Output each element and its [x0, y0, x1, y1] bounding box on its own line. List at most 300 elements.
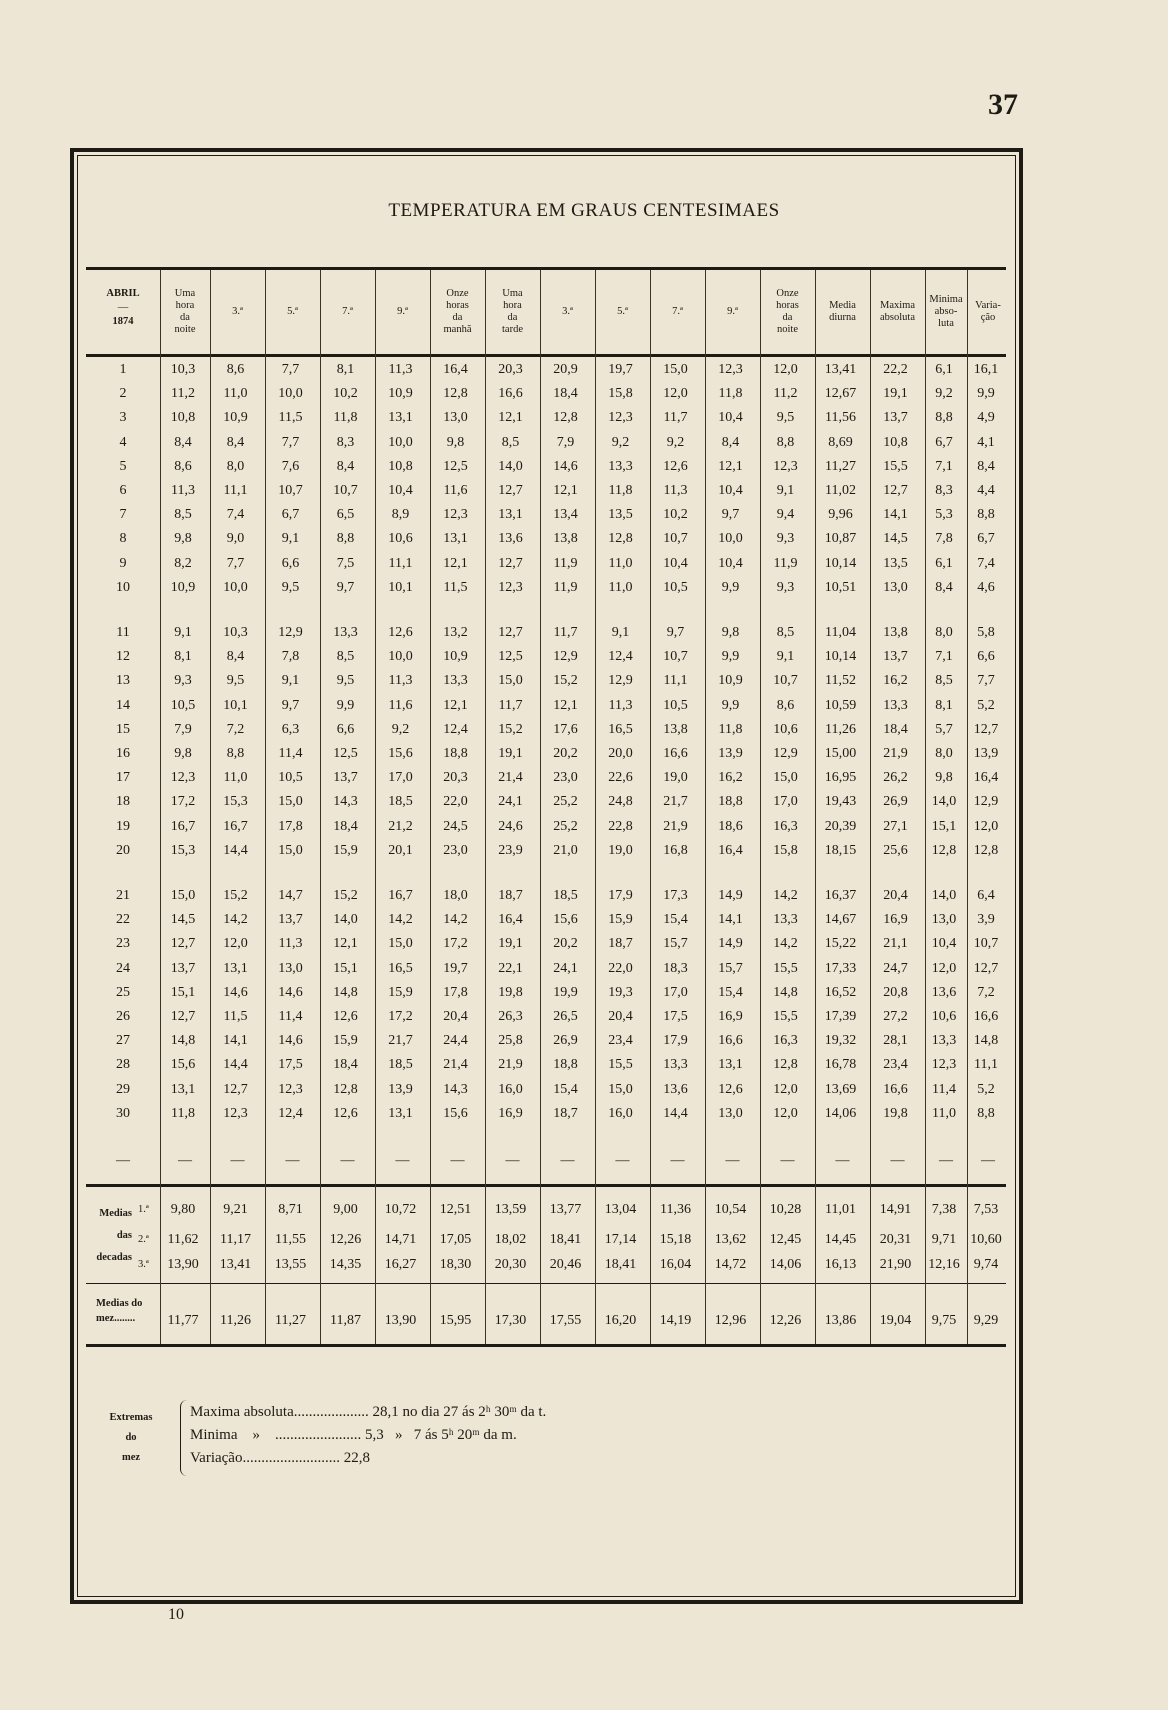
table-cell: 17,5	[278, 1057, 303, 1073]
table-cell: 20,2	[553, 936, 578, 952]
decade-mean-cell: 14,71	[384, 1232, 417, 1247]
table-cell: 10,4	[388, 483, 413, 498]
table-cell: 19,0	[608, 842, 633, 858]
decade-mean-cell: 11,62	[167, 1232, 199, 1247]
table-cell: 17,0	[388, 770, 413, 786]
table-cell: 16,7	[223, 818, 248, 834]
table-cell: 8,0	[226, 458, 245, 474]
table-cell: 8,6	[776, 697, 795, 713]
table-cell: 12,6	[333, 1105, 358, 1121]
table-cell: 17,2	[443, 936, 468, 952]
table-cell: 13,0	[278, 960, 303, 976]
dash-cell: —	[780, 1153, 795, 1168]
decade-mean-cell: 11,55	[275, 1232, 306, 1247]
table-cell: 9,7	[666, 625, 685, 640]
table-cell: 13,7	[170, 960, 196, 976]
table-cell: 19,8	[883, 1105, 908, 1121]
table-cell: 10,0	[388, 434, 413, 450]
table-cell: 8,8	[977, 1105, 995, 1121]
decade-mean-cell: 13,62	[714, 1232, 747, 1247]
column-header: horas	[446, 300, 469, 311]
table-cell: 13,9	[388, 1081, 413, 1097]
table-cell: 12,8	[773, 1057, 798, 1073]
table-cell: 11,5	[278, 410, 303, 426]
table-cell: 9,7	[721, 507, 740, 523]
table-cell: 18,0	[443, 888, 468, 903]
table-cell: 19,8	[498, 984, 523, 1000]
table-cell: 13,4	[553, 507, 578, 523]
table-cell: 12,1	[498, 410, 523, 426]
table-cell: 13,6	[663, 1081, 688, 1097]
table-cell: 8,6	[226, 362, 245, 377]
table-cell: 15,1	[931, 818, 957, 834]
month-mean-cell: 9,29	[973, 1313, 999, 1328]
table-cell: 11,9	[553, 555, 578, 571]
decade-mean-cell: 13,77	[549, 1202, 582, 1217]
table-cell: 9,5	[226, 673, 245, 689]
table-cell: 12,0	[663, 386, 688, 402]
column-header: 3.ª	[562, 306, 573, 317]
table-cell: 10,1	[223, 697, 248, 713]
table-cell: 12,3	[718, 362, 743, 377]
table-cell: 15,4	[718, 984, 743, 1000]
decade-mean-cell: 9,71	[931, 1232, 957, 1247]
decade-mean-cell: 14,35	[329, 1257, 362, 1272]
table-cell: 8,8	[226, 746, 245, 761]
table-cell: 13,3	[883, 697, 908, 713]
column-header: abso-	[934, 306, 958, 317]
extremes-label: Extremas	[109, 1412, 153, 1423]
table-cell: 12,5	[333, 746, 358, 761]
table-cell: 7,1	[935, 458, 953, 474]
table-cell: 18,15	[824, 842, 857, 858]
table-cell: 9,1	[611, 625, 630, 640]
table-cell: 18,4	[883, 721, 908, 737]
table-cell: 13,69	[824, 1081, 857, 1097]
column-header: noite	[777, 324, 798, 335]
table-cell: 12,0	[773, 362, 798, 377]
table-cell: 12,67	[824, 386, 857, 402]
table-cell: 11,02	[825, 483, 856, 498]
dash-cell: —	[939, 1153, 953, 1168]
table-cell: 9,96	[828, 507, 853, 523]
table-cell: 18,4	[553, 386, 578, 402]
table-cell: 13,3	[663, 1057, 688, 1073]
table-cell: 6,4	[977, 888, 995, 903]
column-header: absoluta	[880, 312, 915, 323]
table-cell: 10,9	[223, 410, 248, 426]
table-cell: 16,52	[824, 984, 857, 1000]
table-cell: 9,9	[336, 697, 355, 713]
table-cell: 11,3	[171, 483, 195, 498]
table-cell: 13,3	[443, 673, 468, 689]
decade-mean-cell: 8,71	[278, 1202, 303, 1217]
table-cell: 6,7	[281, 507, 300, 523]
table-cell: 12,7	[498, 625, 523, 640]
column-header: 5.ª	[617, 306, 628, 317]
table-cell: 24,5	[443, 818, 468, 834]
table-cell: 12,6	[718, 1081, 743, 1097]
table-cell: 13,0	[718, 1105, 743, 1121]
table-cell: 16,0	[498, 1081, 523, 1097]
table-cell: 14,2	[443, 912, 468, 928]
table-cell: 9,5	[776, 410, 795, 426]
table-cell: 10,9	[388, 386, 413, 402]
table-cell: 11,4	[278, 1009, 303, 1024]
table-cell: 12,3	[170, 770, 196, 786]
day-number: 16	[116, 746, 130, 761]
table-cell: 9,7	[336, 579, 355, 595]
month-mean-cell: 17,55	[549, 1313, 582, 1328]
table-cell: 12,6	[388, 625, 413, 640]
decade-mean-cell: 13,04	[604, 1202, 637, 1217]
dash-cell: —	[890, 1153, 905, 1168]
table-cell: 21,9	[663, 818, 688, 834]
table-cell: 11,8	[333, 410, 358, 426]
table-cell: 8,69	[828, 434, 853, 450]
table-cell: 14,06	[824, 1105, 857, 1121]
table-cell: 12,3	[223, 1105, 248, 1121]
table-cell: 20,4	[883, 888, 908, 903]
table-cell: 9,2	[666, 434, 685, 450]
decade-mean-cell: 10,72	[384, 1202, 417, 1217]
dash-cell: —	[230, 1153, 245, 1168]
decade-mean-cell: 13,55	[274, 1257, 307, 1272]
decade-mean-cell: 20,31	[879, 1232, 912, 1247]
table-cell: 7,2	[226, 721, 245, 737]
day-number: 23	[116, 936, 130, 952]
table-cell: 19,7	[443, 960, 468, 976]
decade-mean-cell: 17,14	[604, 1232, 637, 1247]
table-cell: 5,7	[935, 721, 953, 737]
table-cell: 6,3	[281, 721, 300, 737]
table-cell: 17,39	[824, 1009, 857, 1024]
table-cell: 15,9	[333, 1033, 358, 1049]
table-cell: 7,4	[226, 507, 245, 523]
table-cell: 8,9	[391, 507, 410, 523]
day-number: 11	[116, 625, 130, 640]
table-cell: 8,0	[935, 746, 953, 761]
table-cell: 9,9	[721, 579, 740, 595]
decade-mean-cell: 11,01	[825, 1202, 856, 1217]
means-top-rule	[86, 1184, 1006, 1187]
column-header: manhã	[443, 324, 472, 335]
table-cell: 8,5	[935, 673, 953, 689]
table-cell: 16,4	[718, 842, 743, 858]
table-cell: 13,6	[931, 984, 957, 1000]
table-cell: 16,6	[663, 746, 688, 761]
table-cell: 28,1	[883, 1033, 908, 1049]
table-cell: 7,5	[336, 555, 355, 571]
table-cell: 15,7	[663, 936, 688, 952]
table-cell: 7,2	[977, 984, 995, 1000]
column-header: hora	[175, 300, 195, 311]
extremes-line: Minima » ....................... 5,3 » 7 ás 5ʰ 20ᵐ da m.	[190, 1427, 517, 1443]
month-mean-label: Medias do	[96, 1298, 143, 1309]
table-cell: 9,3	[776, 531, 795, 547]
table-cell: 14,9	[718, 888, 743, 903]
table-cell: 15,0	[773, 770, 798, 786]
decade-mean-cell: 9,00	[333, 1202, 358, 1217]
table-cell: 6,7	[977, 531, 995, 547]
header-top-rule	[86, 267, 1006, 270]
table-cell: 11,0	[223, 770, 248, 786]
dash-cell: —	[725, 1153, 740, 1168]
decade-mean-cell: 20,46	[549, 1257, 582, 1272]
table-cell: 8,5	[174, 507, 192, 523]
table-cell: 13,7	[883, 410, 908, 426]
decade-mean-cell: 14,91	[879, 1202, 912, 1217]
column-header: 7.ª	[342, 306, 353, 317]
table-cell: 16,9	[718, 1009, 743, 1024]
column-header: da	[782, 312, 793, 323]
table-cell: 16,78	[824, 1057, 857, 1073]
table-cell: 25,2	[553, 794, 578, 810]
table-cell: 6,6	[977, 649, 995, 665]
table-cell: 10,6	[931, 1009, 957, 1024]
table-cell: 14,0	[931, 794, 957, 810]
table-cell: 13,1	[718, 1057, 743, 1073]
table-cell: 6,5	[336, 507, 355, 523]
table-cell: 12,1	[718, 458, 743, 474]
decade-mean-cell: 10,60	[970, 1232, 1002, 1247]
column-header: Uma	[174, 288, 196, 299]
table-cell: 17,5	[663, 1009, 688, 1024]
column-header: da	[507, 312, 518, 323]
table-cell: 3,9	[977, 912, 995, 928]
decade-label: decadas	[96, 1252, 132, 1263]
table-cell: 10,6	[388, 531, 413, 547]
table-cell: 18,5	[388, 1057, 413, 1073]
table-cell: 15,00	[824, 746, 857, 761]
dash-cell: —	[395, 1153, 410, 1168]
table-cell: 9,9	[721, 649, 740, 665]
table-cell: 23,9	[498, 842, 523, 858]
table-cell: 10,0	[223, 579, 248, 595]
table-cell: 11,3	[663, 483, 688, 498]
table-cell: 16,7	[388, 888, 413, 903]
table-cell: 11,27	[825, 458, 856, 474]
day-number: 30	[116, 1105, 130, 1121]
decade-mean-cell: 9,74	[973, 1257, 999, 1272]
table-cell: 11,3	[388, 673, 413, 689]
table-cell: 24,4	[443, 1033, 468, 1049]
table-cell: 10,8	[883, 434, 908, 450]
table-cell: 8,8	[776, 434, 795, 450]
table-cell: 14,7	[278, 888, 303, 903]
table-cell: 19,3	[608, 984, 633, 1000]
table-cell: 16,4	[443, 362, 468, 377]
column-header: Onze	[776, 288, 799, 299]
table-cell: 15,0	[663, 362, 688, 377]
table-cell: 12,7	[498, 483, 523, 498]
table-cell: 15,7	[718, 960, 743, 976]
table-cell: 12,7	[973, 721, 999, 737]
table-cell: 20,2	[553, 746, 578, 761]
table-cell: 12,1	[553, 697, 578, 713]
table-cell: 20,1	[388, 842, 413, 858]
table-cell: 15,5	[883, 458, 908, 474]
column-header: ção	[980, 312, 996, 323]
day-number: 5	[119, 458, 127, 474]
table-cell: 18,8	[553, 1057, 578, 1073]
table-cell: 12,9	[553, 649, 578, 665]
column-header: da	[452, 312, 463, 323]
table-cell: 17,33	[824, 960, 857, 976]
table-cell: 10,9	[718, 673, 743, 689]
table-cell: 15,4	[553, 1081, 578, 1097]
column-header: noite	[174, 324, 196, 335]
decade-mean-cell: 9,21	[223, 1202, 248, 1217]
page-number: 37	[988, 88, 1018, 121]
day-number: 29	[116, 1081, 130, 1097]
table-cell: 8,4	[721, 434, 740, 450]
table-cell: 10,4	[718, 410, 743, 426]
table-cell: 12,1	[443, 555, 468, 571]
table-cell: 16,5	[388, 960, 413, 976]
table-cell: 11,52	[825, 673, 856, 689]
column-header: Uma	[502, 288, 523, 299]
table-cell: 13,3	[931, 1033, 957, 1049]
table-cell: 12,4	[278, 1105, 303, 1121]
table-cell: 13,8	[883, 625, 908, 640]
table-cell: 14,1	[223, 1033, 248, 1049]
table-cell: 10,7	[773, 673, 798, 689]
table-cell: 14,0	[931, 888, 957, 903]
table-cell: 10,2	[663, 507, 688, 523]
table-cell: 8,2	[174, 555, 192, 571]
table-cell: 16,95	[824, 770, 857, 786]
decade-mean-cell: 18,41	[604, 1257, 637, 1272]
table-cell: 15,8	[608, 386, 633, 402]
table-cell: 11,7	[663, 410, 688, 426]
decade-mean-cell: 21,90	[879, 1257, 912, 1272]
table-cell: 15,5	[773, 1009, 798, 1024]
table-cell: 17,0	[663, 984, 688, 1000]
table-cell: 14,2	[773, 888, 798, 903]
day-number: 26	[116, 1009, 130, 1024]
day-number: 14	[116, 697, 130, 713]
month-mean-label: mez........	[96, 1313, 136, 1324]
decade-mean-cell: 20,30	[494, 1257, 527, 1272]
table-cell: 11,3	[388, 362, 413, 377]
table-cell: 10,3	[223, 625, 248, 640]
table-cell: 15,5	[773, 960, 798, 976]
table-cell: 11,1	[663, 673, 688, 689]
table-cell: 11,0	[608, 555, 633, 571]
table-cell: 12,8	[973, 842, 999, 858]
table-cell: 23,4	[883, 1057, 908, 1073]
table-cell: 12,3	[773, 458, 798, 474]
table-cell: 12,3	[931, 1057, 957, 1073]
table-cell: 11,26	[825, 721, 856, 737]
table-cell: 11,5	[223, 1009, 248, 1024]
table-cell: 23,0	[443, 842, 468, 858]
table-cell: 11,0	[223, 386, 248, 402]
table-cell: 16,7	[170, 818, 196, 834]
decade-mean-cell: 12,26	[329, 1232, 362, 1247]
table-cell: 10,4	[718, 555, 743, 571]
table-cell: 17,3	[663, 888, 688, 903]
table-cell: 11,04	[825, 625, 856, 640]
table-cell: 22,6	[608, 770, 633, 786]
table-cell: 9,2	[611, 434, 630, 450]
table-cell: 7,8	[281, 649, 300, 665]
dash-cell: —	[615, 1153, 630, 1168]
table-cell: 14,6	[553, 458, 578, 474]
day-number: 6	[119, 483, 127, 498]
table-cell: 15,6	[388, 746, 413, 761]
table-cell: 16,1	[973, 362, 999, 377]
column-header: Maxima	[880, 300, 915, 311]
table-cell: 15,3	[170, 842, 196, 858]
table-cell: 8,5	[336, 649, 355, 665]
table-cell: 10,4	[663, 555, 688, 571]
month-mean-cell: 13,90	[384, 1313, 417, 1328]
table-cell: 14,8	[973, 1033, 999, 1049]
column-header: diurna	[829, 312, 856, 323]
table-cell: 12,9	[973, 794, 999, 810]
table-cell: 10,2	[333, 386, 358, 402]
table-cell: 23,4	[608, 1033, 633, 1049]
table-cell: 17,6	[553, 721, 578, 737]
table-cell: 9,8	[935, 770, 953, 786]
dash-cell: —	[670, 1153, 685, 1168]
decade-mean-cell: 13,90	[167, 1257, 199, 1272]
table-cell: 16,3	[773, 1033, 798, 1049]
day-number: 21	[116, 888, 130, 903]
table-cell: 13,3	[608, 458, 633, 474]
table-cell: 14,4	[663, 1105, 688, 1121]
table-cell: 5,2	[977, 1081, 995, 1097]
column-header: Media	[829, 300, 856, 311]
means-bottom-rule	[86, 1344, 1006, 1347]
table-cell: 12,5	[443, 458, 468, 474]
table-cell: 15,22	[824, 936, 857, 952]
table-cell: 13,1	[388, 1105, 413, 1121]
table-cell: 20,4	[443, 1009, 468, 1024]
table-cell: 5,2	[977, 697, 995, 713]
table-cell: 22,8	[608, 818, 633, 834]
table-cell: 13,8	[553, 531, 578, 547]
table-cell: 14,6	[223, 984, 248, 1000]
table-cell: 9,0	[226, 531, 245, 547]
table-cell: 17,2	[388, 1009, 413, 1024]
table-cell: 26,5	[553, 1009, 578, 1024]
table-cell: 15,9	[608, 912, 633, 928]
table-cell: 9,1	[281, 673, 300, 689]
month-mean-cell: 11,77	[167, 1313, 199, 1328]
table-cell: 16,9	[883, 912, 908, 928]
month-mean-cell: 14,19	[659, 1313, 692, 1328]
table-cell: 16,4	[498, 912, 523, 928]
table-cell: 11,8	[718, 386, 743, 402]
table-cell: 14,2	[223, 912, 248, 928]
day-number: 19	[116, 818, 130, 834]
decade-mean-cell: 16,04	[659, 1257, 692, 1272]
day-number: 9	[119, 555, 127, 571]
table-cell: 7,9	[556, 434, 575, 450]
table-cell: 15,2	[498, 721, 523, 737]
table-cell: 14,8	[170, 1033, 196, 1049]
table-cell: 9,1	[174, 625, 192, 640]
day-number: 20	[116, 842, 130, 858]
column-header: luta	[938, 318, 954, 329]
table-cell: 12,7	[973, 960, 999, 976]
decade-label: das	[116, 1230, 132, 1241]
table-cell: 11,7	[498, 697, 523, 713]
table-cell: 8,0	[935, 625, 953, 640]
